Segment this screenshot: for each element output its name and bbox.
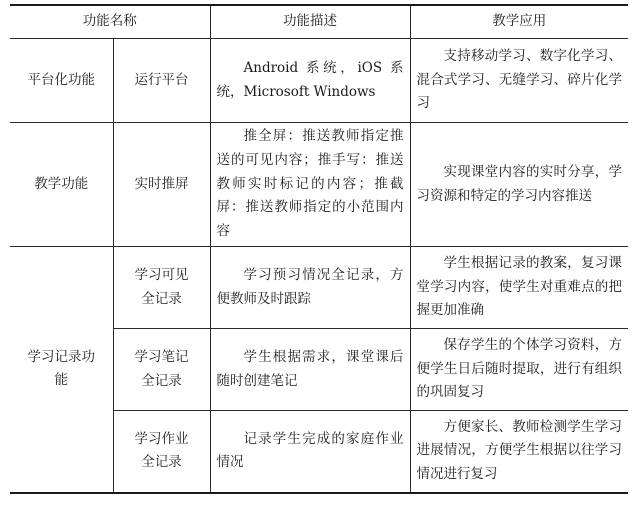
sub-function: 实时推屏 [113, 123, 210, 247]
sub-function: 学习作业全记录 [113, 411, 210, 493]
teaching-app: 保存学生的个体学习资料，方便学生日后随时提取，进行有组织的巩固复习 [410, 329, 628, 411]
header-teaching-app: 教学应用 [410, 5, 628, 39]
function-desc: 学生根据需求，课堂课后随时创建笔记 [210, 329, 410, 411]
table-row [10, 247, 628, 329]
sub-function: 学习笔记全记录 [113, 329, 210, 411]
feature-table [10, 4, 628, 494]
group-name: 学习记录功能 [10, 247, 113, 493]
teaching-app: 方便家长、教师检测学生学习进展情况，方便学生根据以往学习情况进行复习 [410, 411, 628, 493]
teaching-app: 支持移动学习、数字化学习、混合式学习、无缝学习、碎片化学习 [410, 39, 628, 123]
group-name: 平台化功能 [10, 39, 113, 123]
table-row [10, 123, 628, 247]
header-function-name: 功能名称 [10, 5, 210, 39]
sub-function: 运行平台 [113, 39, 210, 123]
function-desc: 推全屏：推送教师指定推送的可见内容；推手写：推送教师实时标记的内容；推截屏：推送教师指定的小范围内容 [210, 123, 410, 247]
table-row [10, 39, 628, 123]
header-function-desc: 功能描述 [210, 5, 410, 39]
header-row [10, 5, 628, 39]
function-desc: 记录学生完成的家庭作业情况 [210, 411, 410, 493]
sub-function: 学习可见全记录 [113, 247, 210, 329]
function-desc: 学习预习情况全记录，方便教师及时跟踪 [210, 247, 410, 329]
teaching-app: 学生根据记录的教案，复习课堂学习内容，使学生对重难点的把握更加准确 [410, 247, 628, 329]
teaching-app: 实现课堂内容的实时分享，学习资源和特定的学习内容推送 [410, 123, 628, 247]
group-name: 教学功能 [10, 123, 113, 247]
function-desc: Android 系统，iOS 系统，Microsoft Windows [210, 39, 410, 123]
